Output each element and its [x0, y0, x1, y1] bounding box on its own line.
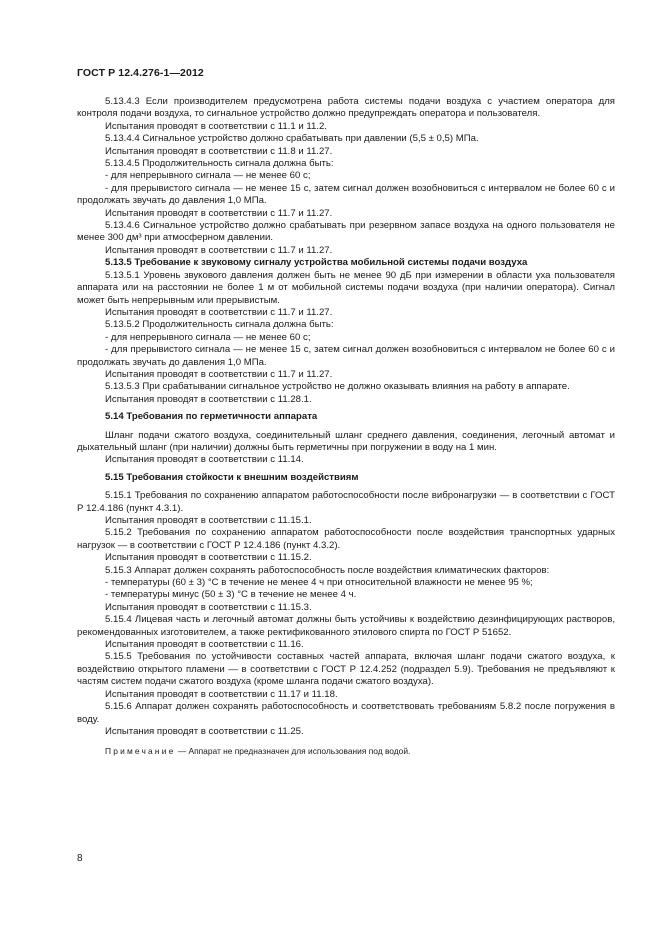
list-item: - для прерывистого сигнала — не менее 15 с, затем сигнал должен возобновиться с интервалом не более 60 с и продолжать звучать до давления 1,0 МПа.	[77, 344, 615, 368]
paragraph: 5.15.4 Лицевая часть и легочный автомат должны быть устойчивы к воздействию дезинфицирующих растворов, рекомендованных изготовителем, а также ректификованного этилового спирта по ГОСТ Р 51652.	[77, 614, 615, 638]
section-heading: 5.14 Требования по герметичности аппарата	[105, 411, 318, 423]
page-number: 8	[77, 853, 83, 864]
note-label: Примечание	[105, 746, 176, 757]
paragraph: 5.15.5 Требования по устойчивости составных частей аппарата, включая шланг подачи сжатого воздуха, к воздействию открытого пламени — в соответствии с ГОСТ Р 12.4.252 (подраздел 5.9). Требования не предъявляют к частям систем подачи сжатого воздуха (кроме шланга подачи сжатого воздуха).	[77, 651, 615, 688]
test-reference: Испытания проводят в соответствии с 11.7 и 11.27.	[105, 368, 333, 380]
paragraph: 5.15.2 Требования по сохранению аппаратом работоспособности после воздействия транспортных ударных нагрузок — в соответствии с ГОСТ Р 12.4.186 (пункт 4.3.2).	[77, 527, 615, 551]
test-reference: Испытания проводят в соответствии с 11.7 и 11.27.	[105, 306, 333, 318]
paragraph: 5.13.4.5 Продолжительность сигнала должна быть:	[105, 158, 334, 170]
document-header: ГОСТ Р 12.4.276-1—2012	[77, 67, 204, 79]
list-item: - температуры минус (50 ± 3) °С в течение не менее 4 ч.	[105, 589, 357, 601]
paragraph: Шланг подачи сжатого воздуха, соединительный шланг среднего давления, соединения, легочный автомат и дыхательный шланг (при наличии) должны быть герметичны при погружении в воду на 1 мин.	[77, 429, 615, 453]
subsection-heading: 5.13.5 Требование к звуковому сигналу устройства мобильной системы подачи воздуха	[105, 257, 528, 269]
note	[77, 746, 615, 757]
note-text: — Аппарат не предназначен для использования под водой.	[177, 746, 411, 757]
paragraph: 5.15.1 Требования по сохранению аппаратом работоспособности после вибронагрузки — в соответствии с ГОСТ Р 12.4.186 (пункт 4.3.1).	[77, 490, 615, 514]
document-body	[77, 96, 615, 757]
paragraph: 5.13.5.2 Продолжительность сигнала должна быть:	[105, 319, 334, 331]
list-item: - для непрерывного сигнала — не менее 60 с;	[105, 170, 311, 182]
test-reference: Испытания проводят в соответствии с 11.15.1.	[105, 515, 312, 526]
list-item: - для непрерывного сигнала — не менее 60 с;	[105, 331, 311, 343]
paragraph: 5.13.4.4 Сигнальное устройство должно срабатывать при давлении (5,5 ± 0,5) МПа.	[105, 133, 479, 145]
test-reference: Испытания проводят в соответствии с 11.14.	[105, 454, 304, 466]
test-reference: Испытания проводят в соответствии с 11.8 и 11.27.	[105, 145, 333, 157]
list-item: - температуры (60 ± 3) °С в течение не менее 4 ч при относительной влажности не менее 95 %;	[105, 577, 533, 589]
test-reference: Испытания проводят в соответствии с 11.15.2.	[105, 552, 312, 564]
paragraph: 5.13.5.3 При срабатывании сигнальное устройство не должно оказывать влияния на работу в аппарате.	[105, 381, 570, 393]
paragraph: 5.13.5.1 Уровень звукового давления должен быть не менее 90 дБ при измерении в области уха пользователя аппарата или на расстоянии не более 1 м от мобильной системы подачи воздуха (при наличии оператора). Сигнал может быть непрерывным или прерывистым.	[77, 269, 615, 306]
list-item: - для прерывистого сигнала — не менее 15 с, затем сигнал должен возобновиться с интервалом не более 60 с и продолжать звучать до давления 1,0 МПа.	[77, 182, 615, 207]
test-reference: Испытания проводят в соответствии с 11.15.3.	[105, 601, 312, 613]
test-reference: Испытания проводят в соответствии с 11.1 и 11.2.	[105, 120, 327, 132]
test-reference: Испытания проводят в соответствии с 11.16.	[105, 639, 304, 651]
paragraph: 5.15.6 Аппарат должен сохранять работоспособность и соответствовать требованиям 5.8.2 после погружения в воду.	[77, 701, 615, 725]
test-reference: Испытания проводят в соответствии с 11.25.	[105, 725, 304, 737]
test-reference: Испытания проводят в соответствии с 11.7 и 11.27.	[105, 244, 333, 256]
paragraph: 5.13.4.3 Если производителем предусмотрена работа системы подачи воздуха с участием оператора для контроля подачи воздуха, то сигнальное устройство должно предупреждать оператора и пользователя.	[77, 96, 615, 120]
section-heading: 5.15 Требования стойкости к внешним воздействиям	[105, 471, 359, 483]
paragraph: 5.15.3 Аппарат должен сохранять работоспособность после воздействия климатических факторов:	[105, 564, 550, 576]
paragraph: 5.13.4.6 Сигнальное устройство должно срабатывать при резервном запасе воздуха на одного пользователя не менее 300 дм³ при атмосферном давлении.	[77, 220, 615, 244]
test-reference: Испытания проводят в соответствии с 11.28.1.	[105, 393, 312, 405]
test-reference: Испытания проводят в соответствии с 11.7 и 11.27.	[105, 207, 333, 219]
test-reference: Испытания проводят в соответствии с 11.17 и 11.18.	[105, 688, 338, 700]
